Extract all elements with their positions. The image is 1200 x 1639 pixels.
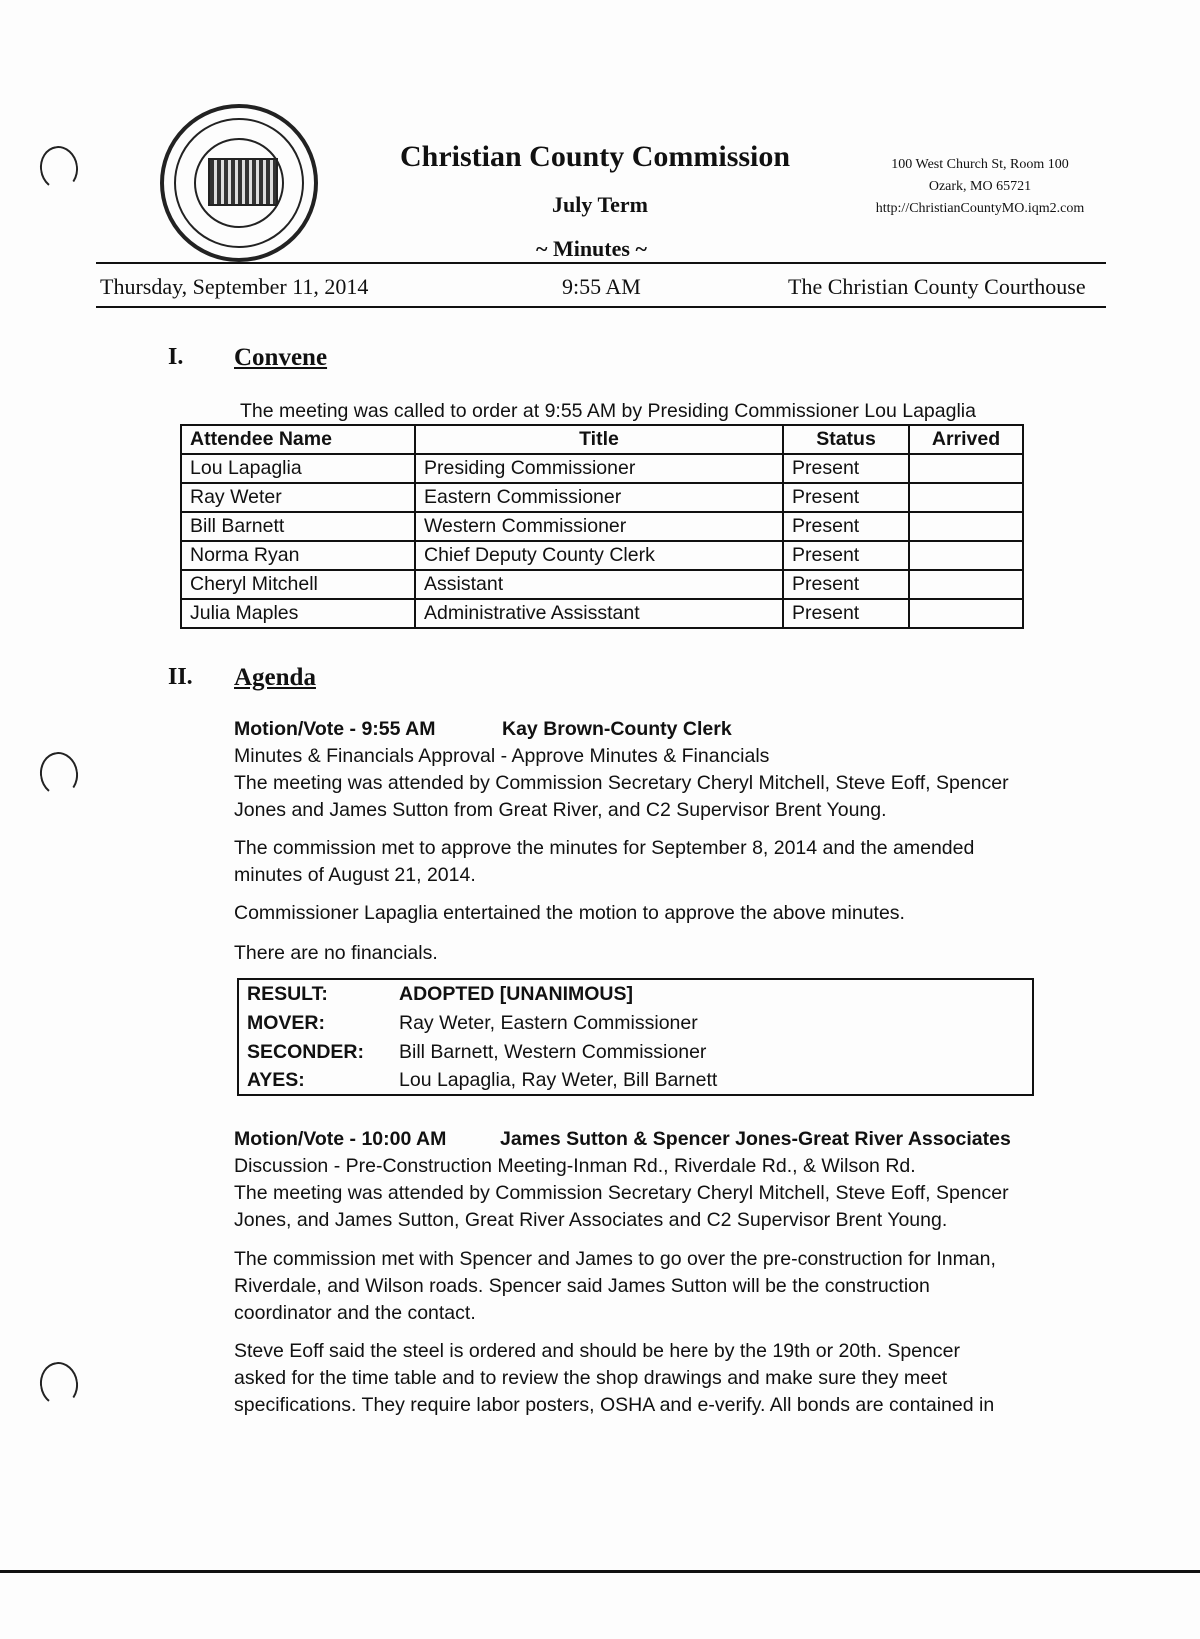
attendee-name: Norma Ryan <box>181 541 415 570</box>
website-link[interactable]: http://ChristianCountyMO.iqm2.com <box>875 201 1085 216</box>
address-line1: 100 West Church St, Room 100 <box>891 157 1069 172</box>
attendee-table <box>180 424 1024 629</box>
table-row <box>181 599 1023 628</box>
item2-attendance-line1: The meeting was attended by Commission Secretary Cheryl Mitchell, Steve Eoff, Spencer <box>234 1182 1009 1204</box>
vote-seconder: Bill Barnett, Western Commissioner <box>399 1041 707 1063</box>
item2-paragraph2-line2: asked for the time table and to review the shop drawings and make sure they meet <box>234 1367 948 1389</box>
punch-hole <box>37 1360 81 1409</box>
item1-presenter: Kay Brown-County Clerk <box>502 718 732 740</box>
attendee-title: Presiding Commissioner <box>415 454 783 483</box>
item2-attendance-line2: Jones, and James Sutton, Great River Associates and C2 Supervisor Brent Young. <box>234 1209 948 1231</box>
table-row <box>181 512 1023 541</box>
minutes-label: ~ Minutes ~ <box>536 236 647 261</box>
header-rule-top <box>96 262 1106 264</box>
section-number: I. <box>168 344 184 370</box>
table-row <box>181 570 1023 599</box>
punch-hole <box>37 750 81 799</box>
page-footer-rule <box>0 1570 1200 1573</box>
item1-paragraph3: There are no financials. <box>234 942 438 964</box>
meeting-location: The Christian County Courthouse <box>788 274 1086 299</box>
attendee-arrived <box>909 570 1023 599</box>
attendee-name: Cheryl Mitchell <box>181 570 415 599</box>
attendee-title: Eastern Commissioner <box>415 483 783 512</box>
attendee-status: Present <box>783 570 909 599</box>
attendee-title: Chief Deputy County Clerk <box>415 541 783 570</box>
attendee-status: Present <box>783 454 909 483</box>
item2-paragraph1-line1: The commission met with Spencer and James to go over the pre-construction for Inman, <box>234 1248 996 1270</box>
attendee-name: Bill Barnett <box>181 512 415 541</box>
attendee-arrived <box>909 541 1023 570</box>
attendee-arrived <box>909 512 1023 541</box>
item1-type-time: Motion/Vote - 9:55 AM <box>234 718 436 740</box>
vote-mover: Ray Weter, Eastern Commissioner <box>399 1012 698 1034</box>
attendee-name: Julia Maples <box>181 599 415 628</box>
table-row <box>181 541 1023 570</box>
attendee-arrived <box>909 483 1023 512</box>
column-header: Arrived <box>909 425 1023 454</box>
vote-ayes: Lou Lapaglia, Ray Weter, Bill Barnett <box>399 1069 718 1091</box>
attendee-status: Present <box>783 483 909 512</box>
section-title-agenda: Agenda <box>234 664 316 691</box>
vote-label: SECONDER: <box>247 1041 365 1063</box>
courthouse-emblem <box>208 158 278 206</box>
address-line2: Ozark, MO 65721 <box>928 179 1032 194</box>
header-rule-bottom <box>96 306 1106 308</box>
vote-result: ADOPTED [UNANIMOUS] <box>399 983 633 1005</box>
item1-attendance-line1: The meeting was attended by Commission Secretary Cheryl Mitchell, Steve Eoff, Spencer <box>234 772 1009 794</box>
item2-paragraph2-line3: specifications. They require labor posters, OSHA and e-verify. All bonds are contained in <box>234 1394 995 1416</box>
convene-intro: The meeting was called to order at 9:55 AM by Presiding Commissioner Lou Lapaglia <box>240 400 976 422</box>
attendee-arrived <box>909 599 1023 628</box>
punch-hole <box>37 144 81 193</box>
vote-label: MOVER: <box>247 1012 325 1034</box>
item2-paragraph1-line3: coordinator and the contact. <box>234 1302 476 1324</box>
column-header: Attendee Name <box>181 425 415 454</box>
item2-paragraph2-line1: Steve Eoff said the steel is ordered and should be here by the 19th or 20th. Spencer <box>234 1340 960 1362</box>
vote-label: AYES: <box>247 1069 305 1091</box>
column-header: Title <box>415 425 783 454</box>
item1-paragraph2: Commissioner Lapaglia entertained the motion to approve the above minutes. <box>234 902 905 924</box>
section-title-convene: Convene <box>234 344 328 371</box>
item2-type-time: Motion/Vote - 10:00 AM <box>234 1128 447 1150</box>
attendee-status: Present <box>783 599 909 628</box>
item2-subject: Discussion - Pre-Construction Meeting-Inman Rd., Riverdale Rd., & Wilson Rd. <box>234 1155 916 1177</box>
table-row <box>181 454 1023 483</box>
meeting-time: 9:55 AM <box>562 274 641 299</box>
attendee-title: Western Commissioner <box>415 512 783 541</box>
attendee-arrived <box>909 454 1023 483</box>
meeting-date: Thursday, September 11, 2014 <box>100 274 369 299</box>
column-header: Status <box>783 425 909 454</box>
item2-presenter: James Sutton & Spencer Jones-Great River Associates <box>500 1128 1011 1150</box>
attendee-status: Present <box>783 512 909 541</box>
item1-paragraph1-line2: minutes of August 21, 2014. <box>234 864 476 886</box>
attendee-title: Assistant <box>415 570 783 599</box>
term-label: July Term <box>552 192 648 217</box>
item1-paragraph1-line1: The commission met to approve the minutes for September 8, 2014 and the amended <box>234 837 975 859</box>
item1-attendance-line2: Jones and James Sutton from Great River, and C2 Supervisor Brent Young. <box>234 799 887 821</box>
county-seal <box>160 104 318 262</box>
attendee-status: Present <box>783 541 909 570</box>
vote-label: RESULT: <box>247 983 328 1005</box>
attendee-title: Administrative Assisstant <box>415 599 783 628</box>
attendee-name: Lou Lapaglia <box>181 454 415 483</box>
organization-title: Christian County Commission <box>400 140 791 173</box>
table-row <box>181 483 1023 512</box>
item1-subject: Minutes & Financials Approval - Approve Minutes & Financials <box>234 745 770 767</box>
section-number: II. <box>168 664 193 690</box>
attendee-name: Ray Weter <box>181 483 415 512</box>
item2-paragraph1-line2: Riverdale, and Wilson roads. Spencer said James Sutton will be the construction <box>234 1275 930 1297</box>
vote-result-box <box>237 978 1034 1096</box>
address-block <box>860 154 1100 220</box>
